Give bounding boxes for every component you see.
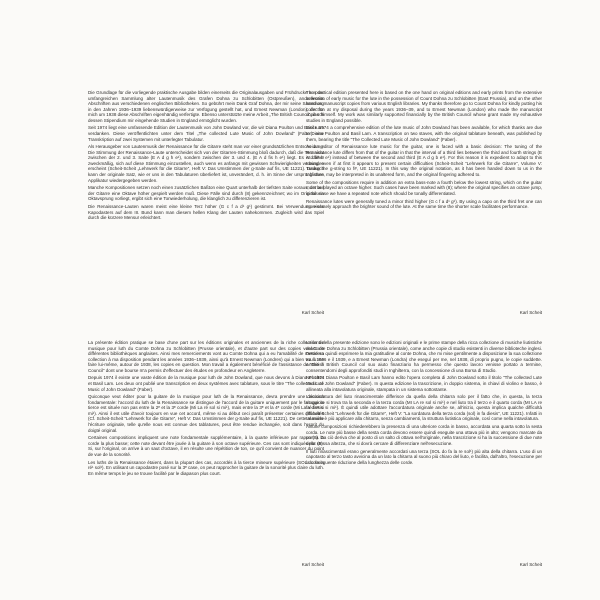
- french-signature: Karl Scheit: [301, 562, 324, 567]
- english-paragraph-4: Some of the compositions require in addition an extra bass-note a fourth below the lowest string, which on the guitar must be played an octave higher. Such cases have been marked with (8); where the original specifies an octave jump, in this case we have a repeated note which should be tonally differentiated.: [306, 179, 542, 196]
- german-paragraph-3: Als Herausgeber von Lautenmusik der Renaissance für die Gitarre steht man vor einer grundsätzlichen Entscheidung: Die Stimmung der Renaissance-Laute unterscheidet sich von der Gitarren-Stimmung bloß dadurch, daß die Terz nicht zwischen der 2. und 3. Saite (E A d g h e¹), sondern zwischen der 3. und 4. (E A d fis h e¹) liegt. Es ist daher zweckmäßig, sich auf diese Stimmung einzustellen, auch wenn es anfangs mit gewissen Schwierigkeiten verbunden erscheint (Scheit-Scheit „Lehrwerk für die Gitarre“, Heft V: Das Umstimmen der g-Saite auf fis, UE 11221). Dadurch kann der originale Satz, wie er uns in den Tabulaturen überliefert ist, unverändert, d. h. im Sinne der ursprünglichen Applikatur wiedergegeben werden.: [88, 144, 324, 183]
- italian-paragraph-5: Il liuti rinascimentali erano generalmente accordati una terza (SOL do fa la re sol¹) più alta della chitarra. L'uso di un capotasto al terzo tasto avvicina da un lato la chitarra al suono più chiaro del liuto, e facilita, dall'altro, l'esecuzione per la conseguente riduzione della lunghezza delle corde.: [306, 448, 542, 465]
- german-paragraph-1: Die Grundlage für die vorliegende praktische Ausgabe bilden einerseits die Originalausgaben und Frühdrucke aus der umfangreichen Sammlung alter Lautenmusik des Grafen Dohna zu Schlobitten (Ostpreußen), andererseits Abschriften aus verschiedenen englischen Bibliotheken. So gebührt mein Dank Graf Dohna, der mir seine Sammlung in den Jahren 1936–1939 liebenswürdigerweise zur Verfügung gestellt hat, und Ernest Newman (London), der für mich um 1938 diese Abschriften eigenhändig verfertigte. Ebenso unterstützte meine Arbeit „The British Council“, durch dessen Stipendium mir eingehende Studien in England ermöglicht wurden.: [88, 90, 324, 123]
- italian-paragraph-1: Le fonti della presente edizione sono le edizioni originali e le prime stampe della ricca collezione di musiche liutistiche del Conte Dohna zu Schlobitten (Prussia orientale), come anche copie di studio esistenti in diverse biblioteche inglesi. Desidero quindi esprimere la mia gratitudine al conte Dohna, che mi mise gentilmente a disposizione la sua collezione tra il 1936 e il 1939, e a Ernest Newman (Londra) che eseguì per me, nel 1938, di proprio pugno, le copie suddette. Anche il British Council col suo aiuto finanziario ha permesso che questo lavoro venisse portato a termine, consentendomi degli approfonditi studi in Inghilterra, con la concessione di una Borsa di Studio.: [306, 340, 542, 373]
- english-paragraph-3: As an editor of Renaissance lute music for the guitar, one is faced with a basic decision: The tuning of the Renaissance lute differs from that of the guitar in that the interval of a third lies between the third and fourth strings (E A d fi# b e¹) instead of between the second and third (E A d g b e¹). For this reason it is expedient to adapt to this tuning, even if at first it appears to present certain difficulties (Scheit-Scheit “Lehrwerk für die Gitarre”, Volume V: Tuning the g-string to f#, UE 11221). In this way the original notation, as it has been handed down to us in the tablature, may be interpreted in its unaltered form, and the original fingering adhered to.: [306, 144, 542, 178]
- french-paragraph-2: Depuis 1974 il existe une vaste édition de la musique pour luth de John Dowland, que nous devons à Diana Poulton et Basil Lam. Les deux ont publié une transcription en deux systèmes avec tablature, sous le titre “The collected Lute Music of John Dowland” (Faber).: [88, 375, 324, 392]
- german-paragraph-5: Die Renaissance-Lauten waren meist eine kleine Terz höher (G c f a d¹ g¹) gestimmt. Bei Verwendung eines Kapodasters auf dem III. Bund kann man diesem hellen Klang der Lauten nahekommen. Zugleich wird das Spiel durch die kürzere Mensur erleichtert.: [88, 204, 324, 221]
- english-paragraph-2: Since 1974 a comprehensive edition of the lute music of John Dowland has been available, for which thanks are due to Diana Poulton and Basil Lam. A transcription on two staves, with the original tablature beneath, was published by them, bearing the title “The Collected Lute Music of John Dowland” (Faber).: [306, 125, 542, 142]
- english-signature: Karl Scheit: [519, 310, 542, 315]
- english-text-column: [306, 90, 542, 212]
- french-paragraph-3: Quiconque veut éditer pour la guitare de la musique pour luth de la Renaissance, devra prendre une décision fondamentale: l'accord du luth de la Renaissance se distingue de l'accord de la guitare uniquement par le fait que la tierce est située non pas entre la 2ᵉ et la 3ᵉ corde (Mi La ré sol si mi¹), mais entre la 3ᵉ et la 4ᵉ corde (Mi La ré fa# si mi¹). Ainsi il est utile d'avoir toujours en vue cet accord, même si au début ceci paraît présenter certaines difficultés (Cf. Scheit-Scheit “Lehrwerk für die Gitarre”, Heft V: Das Umstimmen der g-Saite auf fis, UE 11221). De cette manière l'écriture originale, telle qu'elle nous est connue des tablatures, peut être rendue inchangée, soit dans l'esprit du doigté original.: [88, 394, 324, 433]
- french-text-column: [88, 340, 324, 479]
- english-paragraph-5: Renaissance lutes were generally tuned a minor third higher (G c f a d¹ g¹). By using a capo on the third fret one can more closely approach the brighter sound of the lute. At the same time the shorter scale facilitates performance.: [306, 198, 542, 210]
- german-paragraph-2: Seit 1974 liegt eine umfassende Edition der Lautenmusik von John Dowland vor, die wir Diana Poulton und Basil Lam verdanken. Diese veröffentlichten unter dem Titel „The collected Lute Music of John Dowland“ (Faber) eine Transkription auf zwei Systemen mit unterlegter Tabulatur.: [88, 125, 324, 142]
- french-paragraph-1: La présente édition pratique se base d'une part sur les éditions originales et anciennes de la riche collection de musique pour luth du Comte Dohna zu Schlobitten (Prusse orientale), et d'autre part sur des copies venant de différentes bibliothèques anglaises. Ainsi mes remerciements vont au Comte Dohna qui a eu l'amabilité de mettre sa collection à ma disposition pendant les années 1936–1939, ainsi qu'à Ernest Newman (Londres) qui a bien voulu me faire lui-même, autour de 1938, les copies en question. Mon travail a également bénéficié de l'assistance du “British Council” dont une bourse m'a permis d'effectuer des études en profondeur en Angleterre.: [88, 340, 324, 373]
- german-paragraph-4: Manche Kompositionen setzen noch einen zusätzlichen Baßton eine Quart unterhalb der tiefsten Saite voraus, der auf der Gitarre eine Oktave höher gespielt werden muß. Diese Fälle sind durch (8) gekennzeichnet; wo im Original ein Oktavsprung vorliegt, ergibt sich eine Tonwiederholung, die klanglich zu differenzieren ist.: [88, 185, 324, 202]
- french-paragraph-5: Les luths de la Renaissance étaient, dans la plupart des cas, accordés à la tierce mineure supérieure (SOL do fa la ré¹ sol¹). En utilisant un capodastre posé sur la 3ᵉ case, on peut rapprocher la guitare de la sonorité plus claire du luth. En même temps le jeu se trouve facilité par le diapason plus court.: [88, 459, 324, 476]
- italian-paragraph-4: Alcune composizioni richiederebbero la presenza di una ulteriore corda in basso, accordata una quarta sotto la sesta corda. Le note più basse della sesta corda devono essere quindi eseguite una ottava più in alto; vengono marcate da un (8). Da ciò deriva che al posto di un salto di ottava nell'originale, nella trascrizione si ha la successione di due note della stessa altezza, che si dovrà cercare di differenziare nell'esecuzione.: [306, 424, 542, 446]
- italian-paragraph-2: Nel 1974 Diana Poulton e Basil Lam hanno edito l'opera completa di John Dowland sotto il titolo “The collected Lute Music of John Dowland” (Faber). In questa edizione la trascrizione, in doppio sistema, in chiavi di violino e basso, è allineata alla intavolatura originale, stampata in un sistema sottostante.: [306, 375, 542, 392]
- english-paragraph-1: The practical edition presented here is based on the one hand on original editions and early prints from the extensive collection of early music for the lute in the possession of Count Dohna zu Schlobitten (East Prussia), and on the other hand on manuscript copies from various English libraries. My thanks therefore go to Count Dohna for kindly putting his collection at my disposal during the years 1936–39, and to Ernest Newman (London) who made the manuscript copies himself. My work was similarly supported financially by the British Council whose grant made my exhaustive studies in England possible.: [306, 90, 542, 123]
- french-paragraph-4: Certaines compositions impliquent une note fondamentale supplémentaire, à la quarte inférieure par rapport à la corde la plus basse; cette note devant être jouée à la guitare à son octave supérieure. Ces cas sont indiqués par (8). Si, sur l'original, on arrive à un saut d'octave, il en résulte une répétition de ton, ce qu'il convient de nuancer du point de vue de la sonorité.: [88, 435, 324, 457]
- german-text-column: [88, 90, 324, 223]
- german-signature: Karl Scheit: [301, 310, 324, 315]
- italian-signature: Karl Scheit: [519, 562, 542, 567]
- italian-paragraph-3: L'accordatura del liuto rinascimentale differisce da quella della chitarra solo per il fatto che, in questa, la terza maggiore si trova tra la seconda e la terza corda (MI LA re sol si mi¹) e nel liuto tra il terzo e il quarto corda (MI LA re fa diesis si mi¹). È quindi utile adottare l'accordatura originale anche se, all'inizio, questa implica qualche difficoltà (Scheit-Scheit “Lehrwerk für die Gitarre”, Heft V: “La sordatura della terza corda (sol) in fa diesis”, UE 11221). Infatti in tal modo è più applicare alla chitarra, senza cambiamenti, la struttura liutistica originale, così come nella intavolatura.: [306, 394, 542, 422]
- italian-text-column: [306, 340, 542, 467]
